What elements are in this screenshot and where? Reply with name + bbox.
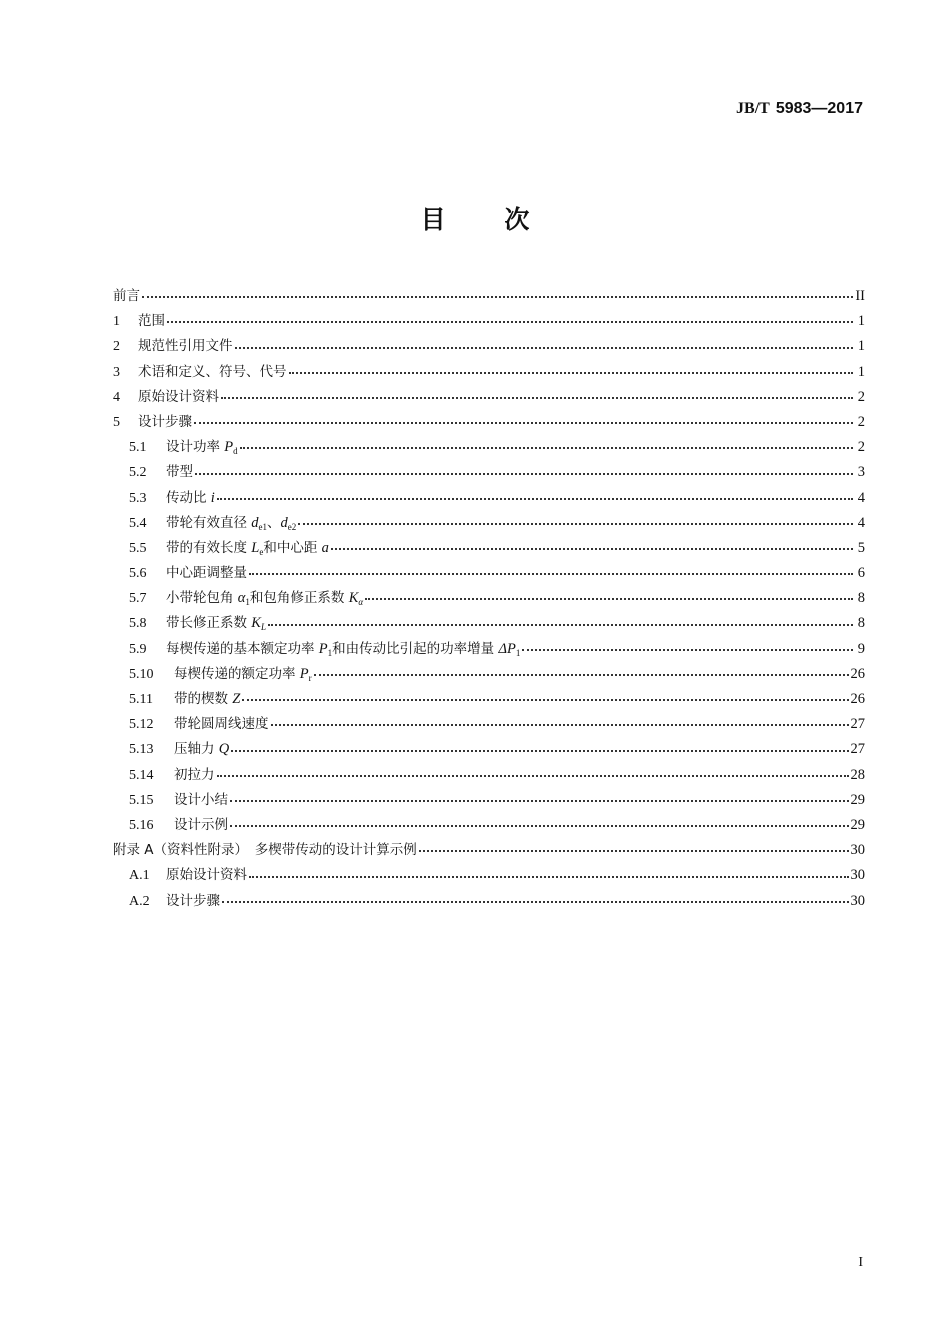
toc-entry-title: 规范性引用文件	[138, 338, 233, 355]
dot-leader	[235, 343, 854, 349]
toc-entry-title: 带的有效长度 $L_e$和中心距 a	[166, 539, 329, 557]
toc-entry[interactable]	[113, 889, 865, 914]
toc-entry[interactable]	[113, 460, 865, 485]
toc-entry-number: 5.10	[129, 666, 154, 682]
toc-entry-page: 1	[857, 363, 865, 380]
toc-entry[interactable]	[113, 863, 865, 888]
toc-entry-number: 5.1	[129, 440, 147, 456]
toc-entry-page: 2	[857, 388, 865, 405]
toc-entry-page: 30	[850, 867, 865, 884]
toc-entry-title: 带轮有效直径 $d_{e1}$、$d_{e2}$	[166, 514, 297, 532]
toc-entry-title: 小带轮包角 $\alpha_1$和包角修正系数 $K_\alpha$	[166, 590, 364, 608]
title-char-2: 次	[504, 205, 530, 234]
dot-leader	[365, 594, 853, 600]
toc-entry-page: 27	[850, 716, 865, 733]
toc-entry-page: 9	[857, 640, 865, 657]
toc-entry-number: 5.9	[129, 641, 147, 657]
toc-entry-number: A.1	[129, 868, 150, 884]
toc-entry-page: 28	[850, 766, 865, 783]
toc-entry[interactable]	[113, 838, 865, 863]
page-number: I	[858, 1255, 863, 1270]
dot-leader	[142, 292, 853, 298]
toc-entry-title: 带的楔数 Z	[174, 691, 241, 707]
toc-entry-title: 设计步骤	[166, 892, 220, 909]
dot-leader	[222, 897, 849, 903]
dot-leader	[289, 368, 854, 374]
toc-entry-page: 8	[857, 615, 865, 632]
doc-prefix: JB/T	[736, 100, 770, 117]
toc-entry-title: 附录 A（资料性附录） 多楔带传动的设计计算示例	[113, 842, 417, 859]
toc-entry-page: 1	[857, 338, 865, 355]
toc-entry-number: 1	[113, 314, 120, 330]
dot-leader	[249, 569, 853, 575]
toc-entry-page: 3	[857, 464, 865, 481]
title-char-1: 目	[420, 205, 446, 234]
toc-entry[interactable]	[113, 385, 865, 410]
toc-entry[interactable]	[113, 536, 865, 561]
toc-entry-page: 6	[857, 565, 865, 582]
toc-entry-title: 设计示例	[174, 816, 228, 833]
dot-leader	[217, 494, 853, 500]
toc-entry-title: 前言	[113, 288, 140, 304]
toc-entry-title: 带轮圆周线速度	[174, 716, 269, 733]
toc-entry[interactable]	[113, 360, 865, 385]
toc-entry[interactable]	[113, 788, 865, 813]
dot-leader	[217, 771, 849, 777]
toc-entry-title: 中心距调整量	[166, 565, 247, 582]
dot-leader	[249, 872, 849, 878]
dot-leader	[242, 695, 848, 701]
toc-entry[interactable]	[113, 813, 865, 838]
toc-entry-page: 2	[857, 413, 865, 430]
toc-entry-page: 27	[850, 741, 865, 758]
toc-entry-title: 初拉力	[174, 766, 215, 783]
dot-leader	[230, 821, 849, 827]
toc-entry-number: 3	[113, 364, 120, 380]
toc-entry-number: 5.7	[129, 591, 147, 607]
toc-entry[interactable]	[113, 435, 865, 460]
toc-entry[interactable]	[113, 763, 865, 788]
toc-entry-number: 5.11	[129, 692, 153, 707]
toc-entry-number: 5.6	[129, 566, 147, 582]
toc-entry-number: 5.8	[129, 616, 147, 632]
toc-entry-page: 4	[857, 514, 865, 531]
toc-entry[interactable]	[113, 561, 865, 586]
toc-entry-number: 4	[113, 389, 120, 405]
page-title	[0, 200, 950, 236]
toc-entry-page: 26	[850, 665, 865, 682]
toc-entry-number: 5.2	[129, 465, 147, 481]
toc-entry[interactable]	[113, 486, 865, 511]
dot-leader	[167, 317, 853, 323]
toc-entry-page: 2	[857, 439, 865, 456]
toc-entry-page: 29	[850, 791, 865, 808]
toc-entry-title: 范围	[138, 313, 165, 330]
toc-entry[interactable]	[113, 637, 865, 662]
toc-entry[interactable]	[113, 586, 865, 611]
table-of-contents	[113, 284, 865, 914]
toc-entry[interactable]	[113, 511, 865, 536]
toc-entry-title: 带型	[166, 464, 193, 481]
toc-entry-number: 5.15	[129, 792, 154, 808]
dot-leader	[195, 469, 853, 475]
toc-entry-number: 5	[113, 414, 120, 430]
dot-leader	[268, 620, 853, 626]
toc-entry-number: 2	[113, 339, 120, 355]
toc-entry-number: 5.16	[129, 817, 154, 833]
toc-entry[interactable]	[113, 284, 865, 309]
toc-entry-title: 原始设计资料	[138, 388, 219, 405]
dot-leader	[240, 443, 853, 449]
toc-entry[interactable]	[113, 687, 865, 712]
toc-entry-page: 5	[857, 539, 865, 556]
dot-leader	[230, 796, 849, 802]
toc-entry-title: 每楔传递的基本额定功率 $P_1$和由传动比引起的功率增量 $\Delta P_1$	[166, 640, 521, 658]
toc-entry-title: 术语和定义、符号、代号	[138, 363, 287, 380]
toc-entry-title: 设计功率 $P_d$	[166, 439, 238, 457]
toc-entry-page: 30	[850, 842, 865, 859]
toc-entry-title: 传动比 i	[166, 489, 215, 506]
toc-entry[interactable]	[113, 611, 865, 636]
toc-entry-page: 30	[850, 892, 865, 909]
toc-entry[interactable]	[113, 737, 865, 762]
toc-entry-number: A.2	[129, 893, 150, 909]
dot-leader	[314, 670, 849, 676]
dot-leader	[231, 746, 848, 752]
toc-entry-number: 5.13	[129, 742, 154, 758]
toc-entry[interactable]	[113, 410, 865, 435]
toc-entry[interactable]	[113, 334, 865, 359]
toc-entry-title: 每楔传递的额定功率 $P_r$	[174, 665, 312, 683]
dot-leader	[271, 720, 849, 726]
toc-entry-number: 5.14	[129, 767, 154, 783]
dot-leader	[419, 846, 849, 852]
dot-leader	[522, 645, 853, 651]
toc-entry-page: II	[855, 288, 865, 304]
toc-entry-title: 压轴力 Q	[174, 741, 230, 758]
toc-entry-title: 带长修正系数 $K_L$	[166, 615, 266, 633]
toc-entry-page: 26	[850, 691, 865, 707]
dot-leader	[298, 519, 853, 525]
document-identifier	[736, 100, 863, 118]
dot-leader	[194, 418, 853, 424]
toc-entry[interactable]	[113, 662, 865, 687]
dot-leader	[221, 393, 853, 399]
toc-entry[interactable]	[113, 309, 865, 334]
toc-entry-title: 设计小结	[174, 791, 228, 808]
dot-leader	[331, 544, 853, 550]
toc-entry-page: 29	[850, 816, 865, 833]
toc-entry-title: 设计步骤	[138, 413, 192, 430]
doc-number: 5983—2017	[775, 100, 863, 117]
toc-entry-number: 5.3	[129, 490, 147, 506]
toc-entry-number: 5.4	[129, 515, 147, 531]
toc-entry[interactable]	[113, 712, 865, 737]
toc-entry-page: 8	[857, 590, 865, 607]
toc-entry-title: 原始设计资料	[166, 867, 247, 884]
toc-entry-page: 4	[857, 489, 865, 506]
toc-entry-page: 1	[857, 313, 865, 330]
toc-entry-number: 5.5	[129, 540, 147, 556]
toc-entry-number: 5.12	[129, 717, 154, 733]
